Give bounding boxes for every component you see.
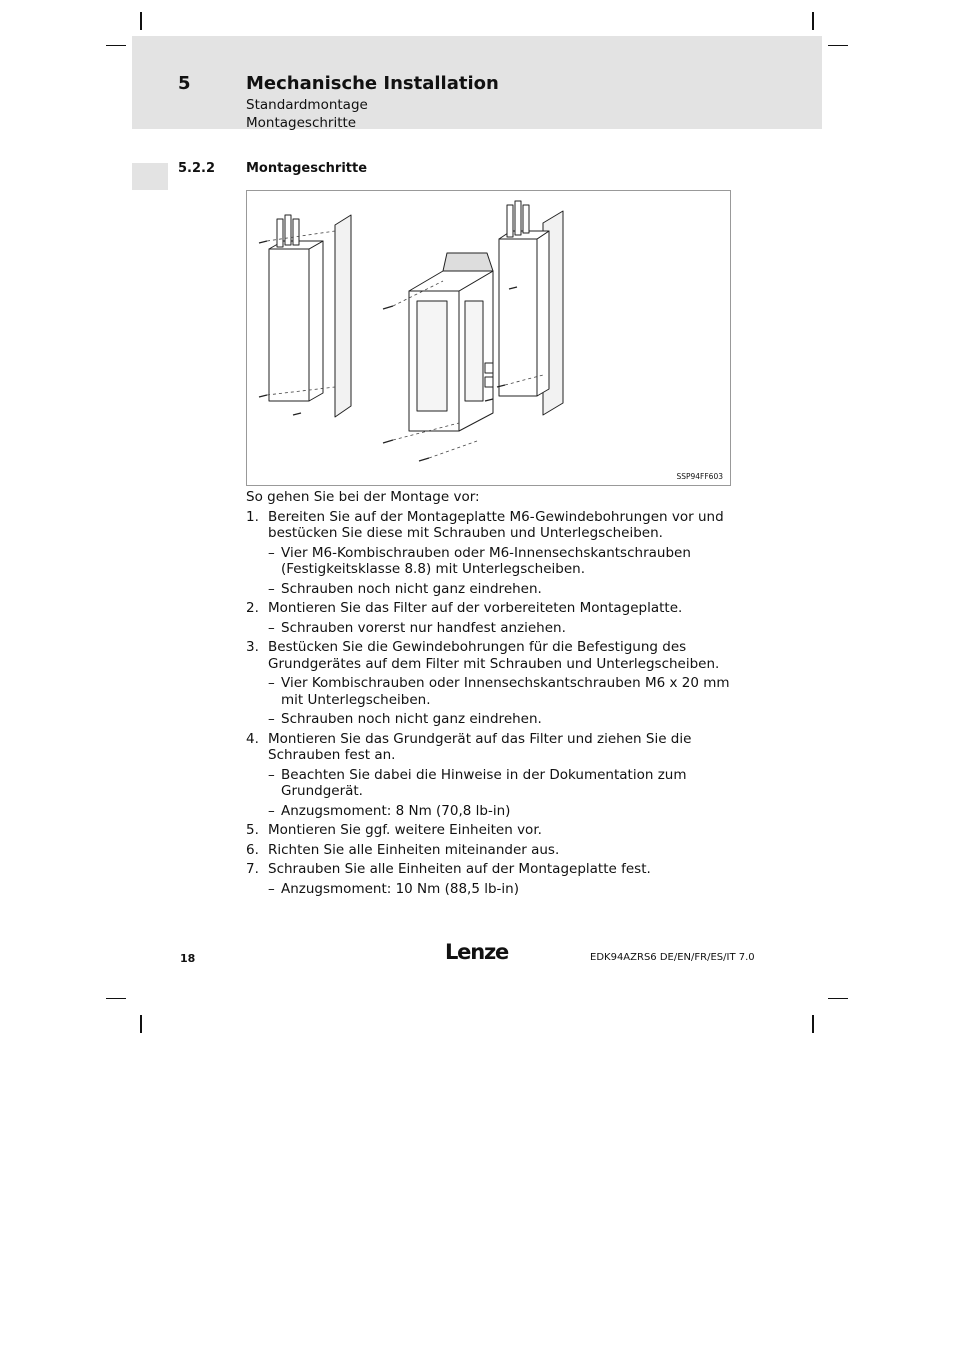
document-id: EDK94AZRS6 DE/EN/FR/ES/IT 7.0 [590, 952, 755, 963]
step-text: Montieren Sie das Grundgerät auf das Filter und ziehen Sie die Schrauben fest an. [268, 730, 692, 763]
crop-mark [106, 998, 126, 999]
sub-text: Vier M6-Kombischrauben oder M6-Innensechskantschrauben (Festigkeitsklasse 8.8) mit Unterlegscheiben. [281, 544, 691, 577]
step-number: 6. [246, 841, 259, 858]
dash-glyph: – [268, 580, 275, 597]
step-item [246, 861, 732, 897]
step-item [246, 509, 732, 598]
header-subtitle-2: Montageschritte [246, 115, 357, 131]
crop-mark [140, 12, 142, 30]
dash-glyph: – [268, 675, 275, 691]
dash-glyph: – [268, 544, 275, 561]
header-subtitle-1: Standardmontage [246, 97, 368, 113]
screw [293, 413, 301, 415]
sub-item [268, 803, 732, 820]
sub-list [268, 767, 732, 820]
step-number: 4. [246, 730, 259, 747]
step-item [246, 842, 732, 859]
sub-text: Anzugsmoment: 10 Nm (88,5 lb-in) [281, 880, 519, 897]
dash-glyph: – [268, 880, 275, 897]
sub-item [268, 711, 732, 728]
step-text: Bestücken Sie die Gewindebohrungen für die Befestigung des Grundgerätes auf dem Filter mit Schrauben und Unterlegscheiben. [268, 639, 720, 672]
screw [383, 440, 393, 443]
screw [383, 306, 393, 309]
screw [259, 241, 267, 243]
section-number: 5.2.2 [178, 161, 216, 176]
step-number: 7. [246, 861, 259, 877]
sub-text: Beachten Sie dabei die Hinweise in der Dokumentation zum Grundgerät. [281, 766, 687, 799]
section-title: Montageschritte [246, 161, 368, 176]
step-text: Schrauben Sie alle Einheiten auf der Montageplatte fest. [268, 861, 651, 877]
sub-list [268, 620, 732, 637]
sub-item [268, 581, 732, 598]
sub-item [268, 675, 732, 708]
step-text: Bereiten Sie auf der Montageplatte M6-Gewindebohrungen vor und bestücken Sie diese mit Schrauben und Unterlegscheiben. [268, 508, 724, 541]
sub-text: Anzugsmoment: 8 Nm (70,8 lb-in) [281, 802, 511, 819]
dash-glyph: – [268, 802, 275, 819]
step-item [246, 600, 732, 636]
sub-text: Schrauben noch nicht ganz eindrehen. [281, 711, 542, 727]
step-number: 2. [246, 600, 259, 616]
sub-item [268, 545, 732, 578]
step-item [246, 731, 732, 820]
mounting-plate-left [335, 215, 351, 417]
dash-glyph: – [268, 619, 275, 636]
sub-text: Vier Kombischrauben oder Innensechskantschrauben M6 x 20 mm mit Unterlegscheiben. [281, 675, 730, 708]
mounting-drawing [247, 191, 732, 487]
dash-glyph: – [268, 711, 275, 727]
sub-list [268, 675, 732, 728]
sub-text: Schrauben vorerst nur handfest anziehen. [281, 619, 566, 636]
intro-text: So gehen Sie bei der Montage vor: [246, 489, 480, 505]
crop-mark [140, 1015, 142, 1033]
sub-list [268, 545, 732, 598]
side-tab [132, 163, 168, 190]
step-text: Montieren Sie das Filter auf der vorbereiteten Montageplatte. [268, 600, 683, 616]
screw [259, 395, 267, 397]
figure-code: SSP94FF603 [676, 472, 723, 481]
sub-item [268, 767, 732, 800]
chapter-number: 5 [178, 73, 191, 94]
crop-mark [812, 1015, 814, 1033]
step-text: Richten Sie alle Einheiten miteinander aus. [268, 841, 560, 858]
sub-list [268, 881, 732, 898]
chapter-title: Mechanische Installation [246, 73, 499, 94]
crop-mark [812, 12, 814, 30]
sub-text: Schrauben noch nicht ganz eindrehen. [281, 580, 542, 597]
step-number: 3. [246, 639, 259, 655]
crop-mark [828, 45, 848, 46]
sub-item [268, 620, 732, 637]
dash-glyph: – [268, 766, 275, 783]
step-number: 1. [246, 508, 259, 525]
mounting-figure [246, 190, 731, 486]
screw [419, 458, 429, 461]
step-item [246, 639, 732, 728]
crop-mark [828, 998, 848, 999]
step-number: 5. [246, 822, 259, 838]
page-number: 18 [180, 952, 196, 965]
steps-list [246, 509, 732, 898]
crop-mark [106, 45, 126, 46]
step-text: Montieren Sie ggf. weitere Einheiten vor. [268, 822, 542, 838]
filter-left [269, 249, 309, 401]
filter-right [499, 239, 537, 396]
body-text [246, 489, 732, 900]
step-item [246, 822, 732, 839]
lenze-logo: Lenze [445, 940, 509, 964]
sub-item [268, 881, 732, 898]
